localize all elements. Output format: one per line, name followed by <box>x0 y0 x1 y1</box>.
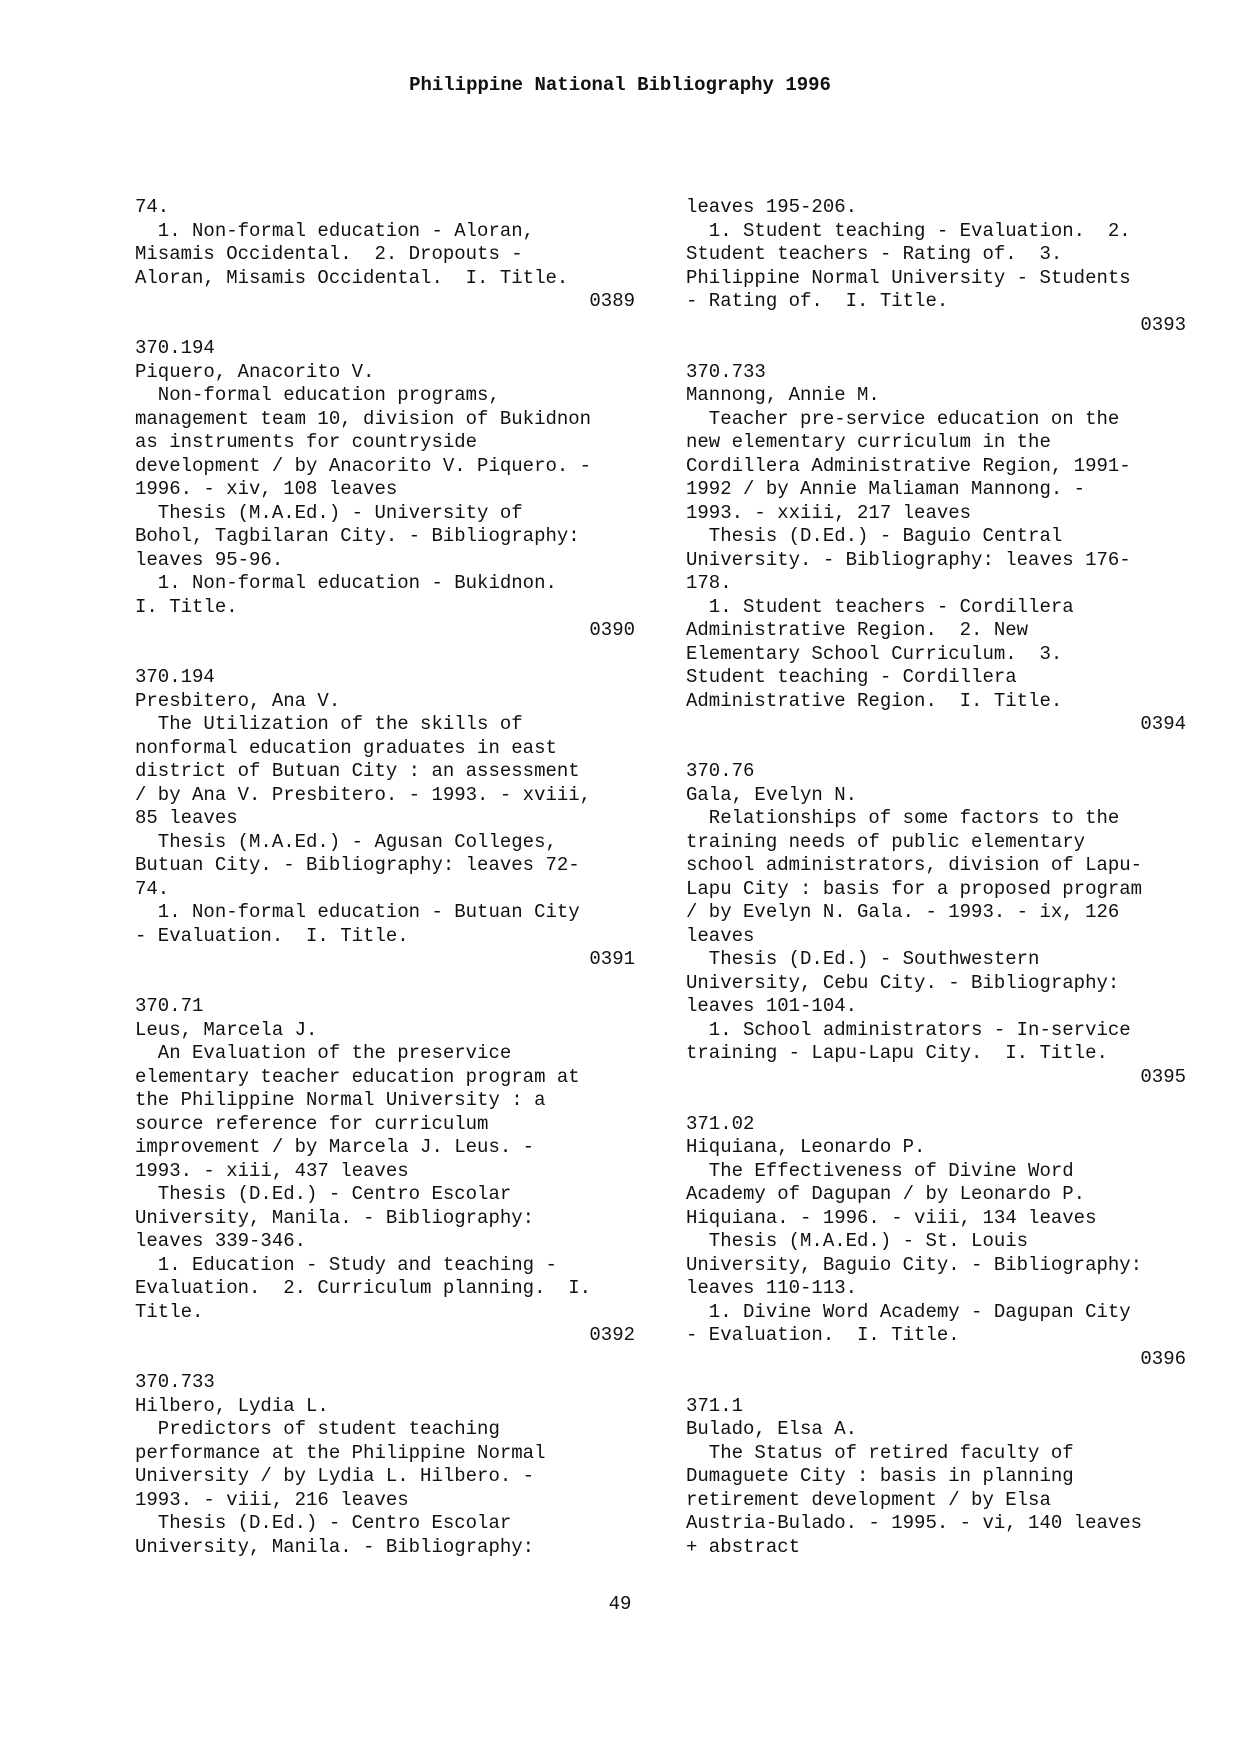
entry-line: 371.02 <box>686 1112 755 1135</box>
bibliography-entry <box>686 1113 1186 1372</box>
entry-number: 0393 <box>1140 313 1186 336</box>
entry-spacer <box>135 1348 635 1372</box>
page-number: 49 <box>608 1593 632 1615</box>
entry-spacer <box>686 1089 1186 1113</box>
entry-line: training - Lapu-Lapu City. I. Title. <box>686 1042 1108 1064</box>
entry-line: Non-formal education programs, <box>135 384 500 406</box>
entry-line: Butuan City. - Bibliography: leaves 72- <box>135 854 580 876</box>
entry-line: 371.1 <box>686 1394 744 1417</box>
entry-line: Dumaguete City : basis in planning <box>686 1465 1074 1487</box>
entry-line: retirement development / by Elsa <box>686 1488 1051 1511</box>
entry-line: 370.733 <box>135 1371 215 1393</box>
entry-line: The Status of retired faculty of <box>686 1441 1074 1464</box>
entry-line: elementary teacher education program at <box>135 1065 580 1088</box>
entry-line: Teacher pre-service education on the <box>686 407 1120 430</box>
entry-line: 1. Education - Study and teaching - <box>135 1253 557 1276</box>
bibliography-entry <box>135 666 635 972</box>
entry-line: Hiquiana. - 1996. - viii, 134 leaves <box>686 1206 1097 1229</box>
entry-line: 1. Non-formal education - Bukidnon. <box>135 572 557 594</box>
entry-line: The Utilization of the skills of <box>135 713 523 735</box>
entry-line: leaves 110-113. <box>686 1277 858 1299</box>
entry-line: district of Butuan City : an assessment <box>135 760 580 782</box>
left-column <box>135 196 635 1559</box>
entry-number: 0389 <box>589 290 635 312</box>
entry-line: 370.76 <box>686 760 755 782</box>
entry-line: 74. <box>135 196 170 218</box>
entry-line: leaves 195-206. <box>686 196 858 218</box>
entry-spacer <box>686 1371 1186 1395</box>
bibliography-entry <box>686 1395 1186 1560</box>
entry-line: Presbitero, Ana V. <box>135 689 341 712</box>
entry-line: - Rating of. I. Title. <box>686 290 949 312</box>
bibliography-entry <box>686 361 1186 737</box>
entry-number: 0391 <box>589 948 635 970</box>
entry-line: school administrators, division of Lapu- <box>686 854 1143 876</box>
entry-line: training needs of public elementary <box>686 830 1086 853</box>
entry-number: 0396 <box>1140 1347 1186 1370</box>
entry-line: 370.194 <box>135 666 215 688</box>
entry-line: Aloran, Misamis Occidental. I. Title. <box>135 266 569 289</box>
entry-line: University. - Bibliography: leaves 176- <box>686 548 1131 571</box>
entry-number: 0395 <box>1140 1065 1186 1088</box>
right-column <box>686 196 1186 1559</box>
entry-line: 74. <box>135 877 170 900</box>
entry-number: 0392 <box>589 1324 635 1346</box>
entry-spacer <box>686 337 1186 361</box>
entry-line: University / by Lydia L. Hilbero. - <box>135 1465 535 1487</box>
entry-line: Title. <box>135 1300 204 1323</box>
entry-line: University, Manila. - Bibliography: <box>135 1206 535 1229</box>
entry-line: leaves 95-96. <box>135 548 284 571</box>
entry-line: Thesis (M.A.Ed.) - University of <box>135 501 523 524</box>
entry-line: 370.194 <box>135 337 215 359</box>
entry-line: 178. <box>686 572 732 594</box>
entry-line: 85 leaves <box>135 807 238 829</box>
entry-line: The Effectiveness of Divine Word <box>686 1159 1074 1182</box>
bibliography-entry <box>135 995 635 1348</box>
entry-number: 0390 <box>589 619 635 641</box>
page-title: Philippine National Bibliography 1996 <box>409 74 831 96</box>
entry-line: University, Baguio City. - Bibliography: <box>686 1253 1143 1276</box>
entry-line: development / by Anacorito V. Piquero. - <box>135 454 592 477</box>
entry-line: Piquero, Anacorito V. <box>135 360 375 383</box>
entry-line: Thesis (M.A.Ed.) - Agusan Colleges, <box>135 830 557 853</box>
entry-line: - Evaluation. I. Title. <box>686 1324 960 1346</box>
entry-spacer <box>135 314 635 338</box>
entry-line: 1. School administrators - In-service <box>686 1018 1131 1041</box>
entry-spacer <box>135 972 635 996</box>
entry-line: Academy of Dagupan / by Leonardo P. <box>686 1183 1086 1205</box>
entry-line: Student teachers - Rating of. 3. <box>686 243 1063 265</box>
entry-line: I. Title. <box>135 595 238 618</box>
entry-line: 1. Student teachers - Cordillera <box>686 595 1074 618</box>
entry-line: leaves <box>686 924 755 947</box>
entry-line: Austria-Bulado. - 1995. - vi, 140 leaves <box>686 1512 1143 1534</box>
entry-line: management team 10, division of Bukidnon <box>135 407 592 430</box>
entry-spacer <box>135 643 635 667</box>
entry-line: Thesis (M.A.Ed.) - St. Louis <box>686 1230 1029 1252</box>
entry-line: nonformal education graduates in east <box>135 736 557 759</box>
entry-line: the Philippine Normal University : a <box>135 1089 546 1111</box>
entry-line: 1. Non-formal education - Aloran, <box>135 219 535 242</box>
entry-line: University, Manila. - Bibliography: <box>135 1535 535 1558</box>
entry-line: Bulado, Elsa A. <box>686 1418 858 1440</box>
entry-line: new elementary curriculum in the <box>686 431 1051 453</box>
entry-line: Student teaching - Cordillera <box>686 666 1017 688</box>
bibliography-entry <box>135 1371 635 1559</box>
entry-line: Cordillera Administrative Region, 1991- <box>686 454 1131 477</box>
entry-line: Thesis (D.Ed.) - Baguio Central <box>686 525 1063 547</box>
entry-line: 1992 / by Annie Maliaman Mannong. - <box>686 478 1086 500</box>
bibliography-entry <box>686 196 1186 337</box>
entry-line: performance at the Philippine Normal <box>135 1441 546 1464</box>
entry-line: as instruments for countryside <box>135 431 478 453</box>
entry-line: / by Evelyn N. Gala. - 1993. - ix, 126 <box>686 901 1120 923</box>
entry-line: / by Ana V. Presbitero. - 1993. - xviii, <box>135 783 592 806</box>
entry-spacer <box>686 737 1186 761</box>
entry-line: Philippine Normal University - Students <box>686 266 1131 289</box>
entry-line: 1. Student teaching - Evaluation. 2. <box>686 219 1131 242</box>
entry-line: improvement / by Marcela J. Leus. - <box>135 1136 535 1158</box>
entry-line: Thesis (D.Ed.) - Southwestern <box>686 948 1040 970</box>
entry-line: 370.733 <box>686 360 766 383</box>
entry-line: An Evaluation of the preservice <box>135 1042 512 1064</box>
bibliography-entry <box>135 337 635 643</box>
entry-line: 370.71 <box>135 995 204 1017</box>
entry-line: University, Cebu City. - Bibliography: <box>686 971 1120 994</box>
entry-number: 0394 <box>1140 713 1186 735</box>
bibliography-entry <box>135 196 635 314</box>
entry-line: Administrative Region. 2. New <box>686 619 1029 641</box>
bibliography-entry <box>686 760 1186 1089</box>
entry-line: 1993. - viii, 216 leaves <box>135 1488 409 1511</box>
entry-line: leaves 101-104. <box>686 995 858 1017</box>
entry-line: Thesis (D.Ed.) - Centro Escolar <box>135 1183 512 1205</box>
entry-line: leaves 339-346. <box>135 1230 307 1252</box>
entry-line: Hiquiana, Leonardo P. <box>686 1136 926 1158</box>
entry-line: Mannong, Annie M. <box>686 384 880 406</box>
entry-line: - Evaluation. I. Title. <box>135 924 409 947</box>
entry-line: Thesis (D.Ed.) - Centro Escolar <box>135 1512 512 1534</box>
entry-line: 1. Divine Word Academy - Dagupan City <box>686 1300 1131 1323</box>
entry-line: Administrative Region. I. Title. <box>686 689 1063 712</box>
entry-line: source reference for curriculum <box>135 1112 489 1135</box>
entry-line: 1. Non-formal education - Butuan City <box>135 901 580 923</box>
entry-line: Hilbero, Lydia L. <box>135 1394 329 1417</box>
entry-line: Bohol, Tagbilaran City. - Bibliography: <box>135 525 580 547</box>
entry-line: Relationships of some factors to the <box>686 807 1120 829</box>
entry-line: 1993. - xiii, 437 leaves <box>135 1159 409 1182</box>
entry-line: Predictors of student teaching <box>135 1418 500 1440</box>
entry-line: 1996. - xiv, 108 leaves <box>135 478 398 500</box>
entry-line: Lapu City : basis for a proposed program <box>686 877 1143 900</box>
entry-line: Misamis Occidental. 2. Dropouts - <box>135 243 523 265</box>
entry-line: Evaluation. 2. Curriculum planning. I. <box>135 1277 592 1299</box>
entry-line: + abstract <box>686 1535 801 1558</box>
entry-line: Gala, Evelyn N. <box>686 783 858 806</box>
entry-line: Elementary School Curriculum. 3. <box>686 642 1063 665</box>
entry-line: Leus, Marcela J. <box>135 1018 318 1041</box>
entry-line: 1993. - xxiii, 217 leaves <box>686 501 972 524</box>
